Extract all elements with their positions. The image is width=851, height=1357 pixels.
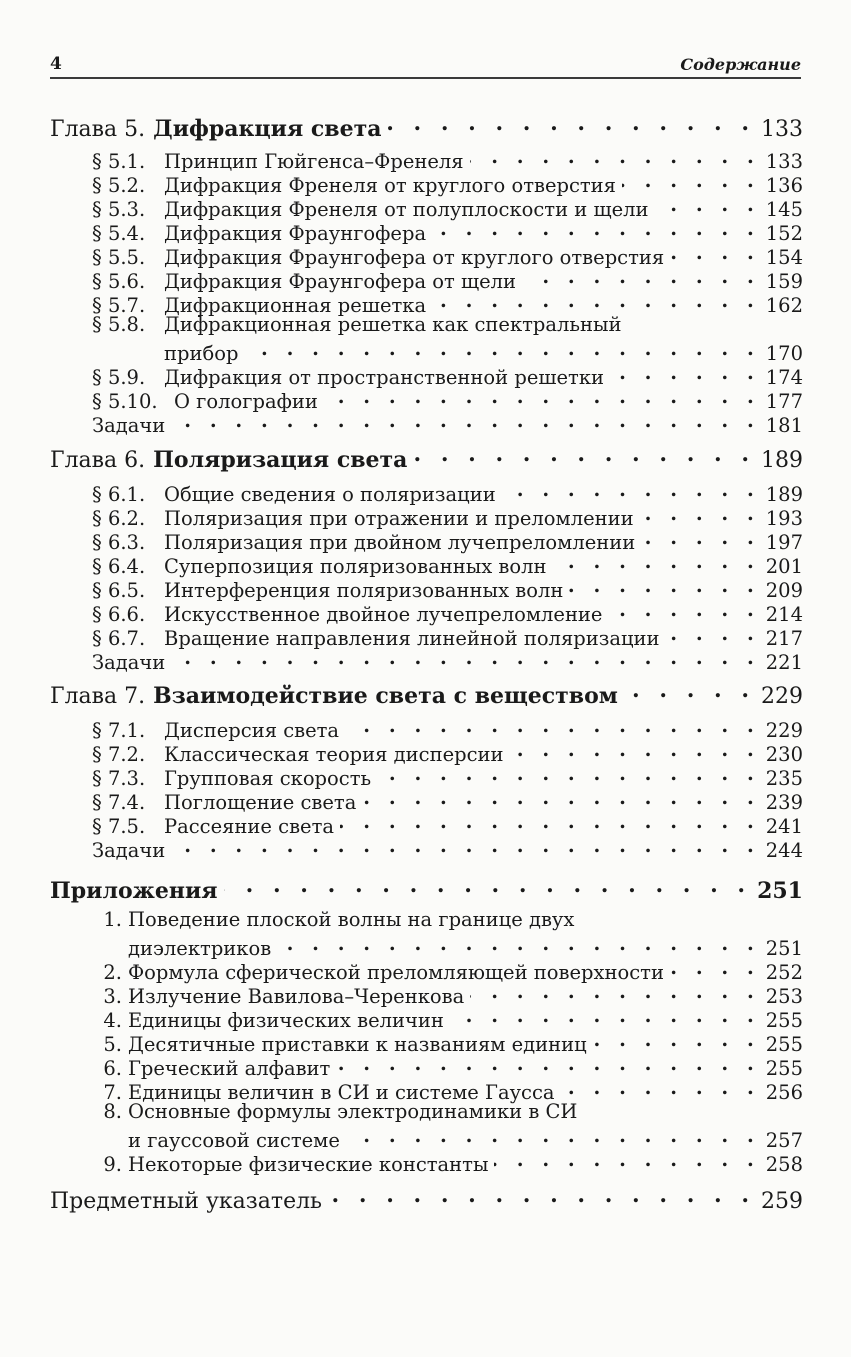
section-number: § 6.6. bbox=[92, 603, 146, 627]
section-page: 177 bbox=[765, 390, 803, 414]
section-title: Дифракционная решетка как спектральный bbox=[164, 313, 622, 336]
chapter-6-heading[interactable] bbox=[50, 441, 803, 473]
section-page: 239 bbox=[765, 791, 803, 815]
toc-entry-5-8[interactable] bbox=[92, 313, 803, 336]
section-number: § 6.2. bbox=[92, 507, 146, 531]
appendix-number: 9. bbox=[103, 1153, 122, 1177]
appendix-entry-page: 255 bbox=[765, 1057, 803, 1081]
leader-dots bbox=[450, 1004, 760, 1027]
section-page: 244 bbox=[765, 839, 803, 863]
section-page: 189 bbox=[765, 483, 803, 507]
leader-dots bbox=[345, 714, 760, 737]
leader-dots bbox=[670, 956, 760, 979]
section-title: Дисперсия света bbox=[164, 719, 340, 743]
leader-dots bbox=[277, 932, 760, 955]
appendix-entry-page: 257 bbox=[765, 1129, 803, 1153]
header-rule bbox=[50, 77, 801, 79]
section-title: Поглощение света bbox=[164, 791, 357, 815]
appendix-entry-9[interactable] bbox=[92, 1148, 803, 1176]
appendix-entry-page: 258 bbox=[765, 1153, 803, 1177]
chapter-page: 133 bbox=[761, 117, 803, 143]
section-page: 209 bbox=[765, 579, 803, 603]
section-page: 133 bbox=[765, 150, 803, 174]
section-number: § 5.2. bbox=[92, 174, 146, 198]
section-title: Дифракция Фраунгофера от щели bbox=[164, 270, 517, 294]
leader-dots bbox=[502, 478, 760, 501]
appendix-entry-title: Излучение Вавилова–Черенкова bbox=[128, 985, 465, 1009]
section-number: § 7.1. bbox=[92, 719, 146, 743]
leader-dots bbox=[387, 110, 755, 136]
section-page: 221 bbox=[765, 651, 803, 675]
section-page: 162 bbox=[765, 294, 803, 318]
appendix-entry-page: 253 bbox=[765, 985, 803, 1009]
section-title-continued: прибор bbox=[164, 342, 239, 366]
appendix-entry-title: Греческий алфавит bbox=[128, 1057, 331, 1081]
appendix-number: 4. bbox=[103, 1009, 122, 1033]
appendix-page: 251 bbox=[757, 878, 803, 905]
leader-dots bbox=[666, 622, 760, 645]
section-title: Принцип Гюйгенса–Френеля bbox=[164, 150, 464, 174]
section-title: Искусственное двойное лучепреломление bbox=[164, 603, 603, 627]
section-page: 154 bbox=[765, 246, 803, 270]
section-title: Задачи bbox=[92, 414, 166, 438]
appendix-entry-page: 252 bbox=[765, 961, 803, 985]
section-title: Интерференция поляризованных волн bbox=[164, 579, 564, 603]
section-title: Дифракция Фраунгофера от круглого отверстия bbox=[164, 246, 665, 270]
appendix-entry-title: Десятичные приставки к названиям единиц bbox=[128, 1033, 587, 1057]
toc-entry-6-problems[interactable] bbox=[92, 646, 803, 674]
section-number: § 5.6. bbox=[92, 270, 146, 294]
leader-dots bbox=[346, 1124, 760, 1147]
section-number: § 5.4. bbox=[92, 222, 146, 246]
appendix-entry-title: Единицы величин в СИ и системе Гаусса bbox=[128, 1081, 555, 1105]
appendix-entry-title: Формула сферической преломляющей поверхности bbox=[128, 961, 664, 985]
section-page: 136 bbox=[765, 174, 803, 198]
leader-dots bbox=[569, 574, 759, 597]
section-page: 145 bbox=[765, 198, 803, 222]
section-title: Задачи bbox=[92, 839, 166, 863]
leader-dots bbox=[553, 550, 760, 573]
appendix-title: Приложения bbox=[50, 878, 218, 905]
section-number: § 7.4. bbox=[92, 791, 146, 815]
section-title: Задачи bbox=[92, 651, 166, 675]
leader-dots bbox=[593, 1028, 760, 1051]
appendix-number: 3. bbox=[103, 985, 122, 1009]
section-number: § 6.7. bbox=[92, 627, 146, 651]
section-title: Поляризация при отражении и преломлении bbox=[164, 507, 634, 531]
appendix-number: 5. bbox=[103, 1033, 122, 1057]
leader-dots bbox=[171, 409, 759, 432]
chapter-title: Поляризация света bbox=[153, 447, 408, 474]
chapter-title: Дифракция света bbox=[153, 116, 382, 143]
section-title: Общие сведения о поляризации bbox=[164, 483, 496, 507]
section-title: Вращение направления линейной поляризации bbox=[164, 627, 660, 651]
chapter-label: Глава 7. bbox=[50, 684, 146, 710]
leader-dots bbox=[340, 810, 760, 833]
index-title: Предметный указатель bbox=[50, 1189, 323, 1215]
index-heading[interactable] bbox=[50, 1182, 803, 1214]
leader-dots bbox=[608, 598, 759, 621]
section-title: О голографии bbox=[174, 390, 318, 414]
chapter-7-heading[interactable] bbox=[50, 677, 803, 709]
appendix-number: 8. bbox=[103, 1100, 122, 1123]
chapter-page: 229 bbox=[761, 684, 803, 710]
leader-dots bbox=[624, 677, 755, 703]
appendix-number: 6. bbox=[103, 1057, 122, 1081]
section-number: § 6.4. bbox=[92, 555, 146, 579]
leader-dots bbox=[362, 786, 759, 809]
section-page: 241 bbox=[765, 815, 803, 839]
section-page: 230 bbox=[765, 743, 803, 767]
appendix-entry-title-continued: и гауссовой системе bbox=[128, 1129, 340, 1153]
section-number: § 5.7. bbox=[92, 294, 146, 318]
section-title: Суперпозиция поляризованных волн bbox=[164, 555, 547, 579]
leader-dots bbox=[522, 265, 760, 288]
section-title: Дифракция Френеля от полуплоскости и щели bbox=[164, 198, 649, 222]
chapter-page: 189 bbox=[761, 448, 803, 474]
leader-dots bbox=[640, 502, 760, 525]
leader-dots bbox=[336, 1052, 759, 1075]
toc-entry-7-problems[interactable] bbox=[92, 834, 803, 862]
appendix-number: 7. bbox=[103, 1081, 122, 1105]
leader-dots bbox=[641, 526, 760, 549]
leader-dots bbox=[470, 980, 760, 1003]
leader-dots bbox=[328, 1182, 755, 1208]
section-number: § 5.1. bbox=[92, 150, 146, 174]
appendix-entry-page: 256 bbox=[765, 1081, 803, 1105]
appendix-number: 1. bbox=[103, 908, 122, 931]
chapter-label: Глава 5. bbox=[50, 117, 146, 143]
section-number: § 6.5. bbox=[92, 579, 146, 603]
appendix-number: 2. bbox=[103, 961, 122, 985]
section-page: 217 bbox=[765, 627, 803, 651]
leader-dots bbox=[494, 1148, 759, 1171]
section-page: 201 bbox=[765, 555, 803, 579]
appendix-entry-title-continued: диэлектриков bbox=[128, 937, 272, 961]
section-number: § 5.10. bbox=[92, 390, 158, 414]
leader-dots bbox=[413, 441, 755, 467]
section-number: § 7.3. bbox=[92, 767, 146, 791]
leader-dots bbox=[561, 1076, 760, 1099]
section-title: Дифракционная решетка bbox=[164, 294, 427, 318]
appendix-entry-page: 255 bbox=[765, 1009, 803, 1033]
section-number: § 7.2. bbox=[92, 743, 146, 767]
leader-dots bbox=[610, 361, 760, 384]
section-title: Дифракция от пространственной решетки bbox=[164, 366, 605, 390]
section-title: Групповая скорость bbox=[164, 767, 372, 791]
section-title: Дифракция Фраунгофера bbox=[164, 222, 427, 246]
index-page: 259 bbox=[761, 1189, 803, 1215]
leader-dots bbox=[171, 834, 759, 857]
leader-dots bbox=[244, 337, 759, 360]
leader-dots bbox=[224, 872, 752, 898]
section-number: § 5.8. bbox=[92, 313, 146, 336]
chapter-title: Взаимодействие света с веществом bbox=[153, 683, 618, 710]
section-number: § 7.5. bbox=[92, 815, 146, 839]
section-title: Рассеяние света bbox=[164, 815, 335, 839]
appendix-entry-title: Некоторые физические константы bbox=[128, 1153, 489, 1177]
leader-dots bbox=[470, 145, 760, 168]
section-page: 197 bbox=[765, 531, 803, 555]
section-title: Классическая теория дисперсии bbox=[164, 743, 504, 767]
appendix-heading[interactable] bbox=[50, 872, 803, 904]
section-page: 152 bbox=[765, 222, 803, 246]
section-page: 181 bbox=[765, 414, 803, 438]
leader-dots bbox=[622, 169, 760, 192]
section-page: 214 bbox=[765, 603, 803, 627]
section-page: 229 bbox=[765, 719, 803, 743]
running-header bbox=[50, 48, 801, 74]
appendix-entry-8[interactable] bbox=[92, 1100, 803, 1123]
section-page: 170 bbox=[765, 342, 803, 366]
appendix-entry-title: Основные формулы электродинамики в СИ bbox=[128, 1100, 578, 1123]
leader-dots bbox=[510, 738, 760, 761]
appendix-entry-1[interactable] bbox=[92, 908, 803, 931]
section-title: Поляризация при двойном лучепреломлении bbox=[164, 531, 636, 555]
section-title: Дифракция Френеля от круглого отверстия bbox=[164, 174, 616, 198]
running-title: Содержание bbox=[680, 55, 801, 74]
section-number: § 6.3. bbox=[92, 531, 146, 555]
toc-entry-5-problems[interactable] bbox=[92, 409, 803, 437]
section-number: § 6.1. bbox=[92, 483, 146, 507]
chapter-label: Глава 6. bbox=[50, 448, 146, 474]
chapter-5-heading[interactable] bbox=[50, 110, 803, 142]
appendix-entry-title: Единицы физических величин bbox=[128, 1009, 444, 1033]
appendix-entry-title: Поведение плоской волны на границе двух bbox=[128, 908, 575, 931]
leader-dots bbox=[324, 385, 760, 408]
section-number: § 5.9. bbox=[92, 366, 146, 390]
leader-dots bbox=[432, 217, 760, 240]
leader-dots bbox=[670, 241, 760, 264]
leader-dots bbox=[432, 289, 760, 312]
page-number: 4 bbox=[50, 54, 62, 74]
leader-dots bbox=[171, 646, 759, 669]
section-number: § 5.3. bbox=[92, 198, 146, 222]
leader-dots bbox=[655, 193, 760, 216]
section-page: 235 bbox=[765, 767, 803, 791]
section-page: 193 bbox=[765, 507, 803, 531]
appendix-entry-page: 251 bbox=[765, 937, 803, 961]
section-page: 174 bbox=[765, 366, 803, 390]
section-page: 159 bbox=[765, 270, 803, 294]
leader-dots bbox=[377, 762, 760, 785]
section-number: § 5.5. bbox=[92, 246, 146, 270]
appendix-entry-page: 255 bbox=[765, 1033, 803, 1057]
